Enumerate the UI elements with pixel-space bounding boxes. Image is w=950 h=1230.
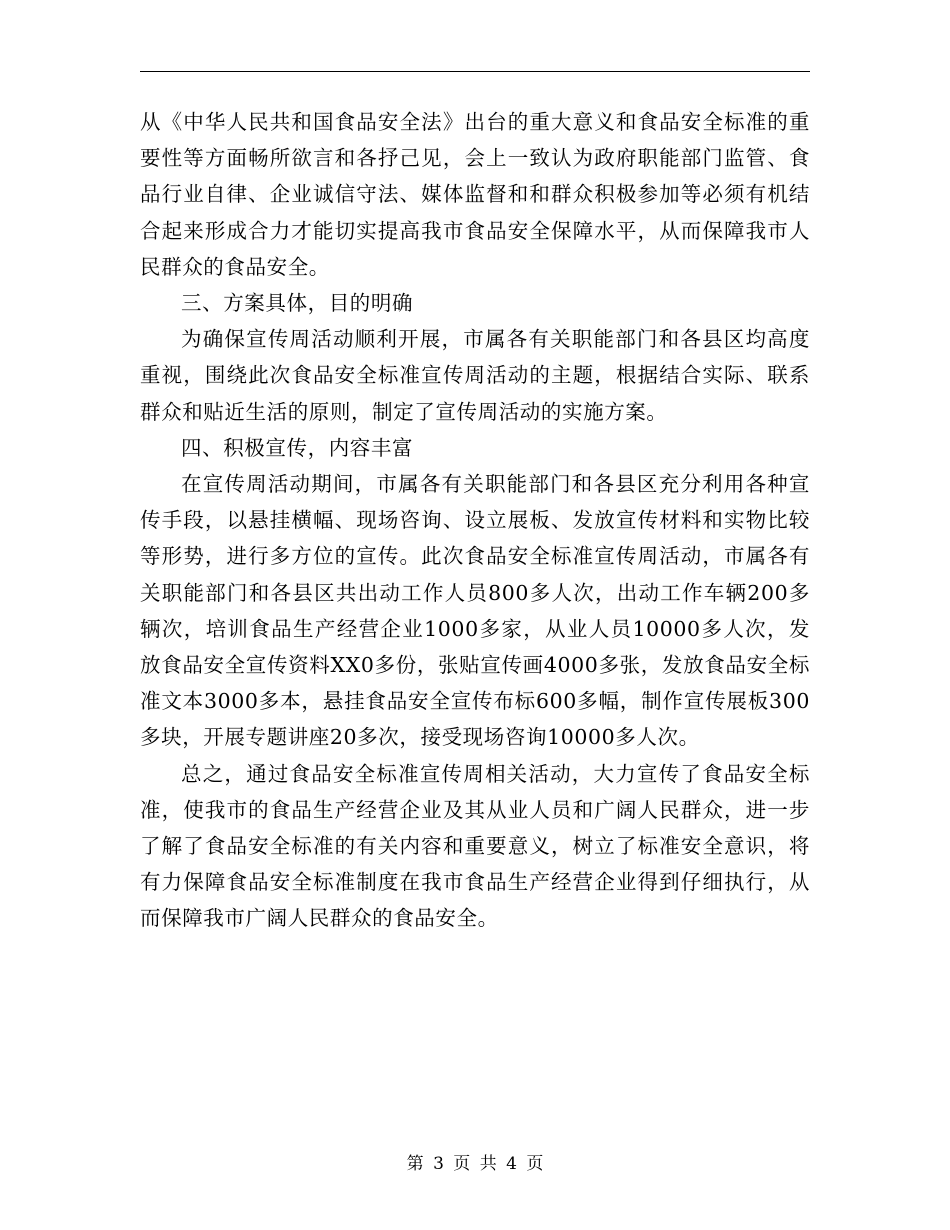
- conclusion-paragraph: 总之，通过食品安全标准宣传周相关活动，大力宣传了食品安全标准，使我市的食品生产经营企业及其从业人员和广阔人民群众，进一步了解了食品安全标准的有关内容和重要意义，树立了标准安全意识，将有力保障食品安全标准制度在我市食品生产经营企业得到仔细执行，从而保障我市广阔人民群众的食品安全。: [140, 761, 810, 931]
- body-paragraph-1: 从《中华人民共和国食品安全法》出台的重大意义和食品安全标准的重要性等方面畅所欲言和各抒己见，会上一致认为政府职能部门监管、食品行业自律、企业诚信守法、媒体监督和和群众积极参加等必须有机结合起来形成合力才能切实提高我市食品安全保障水平，从而保障我市人民群众的食品安全。: [140, 110, 810, 279]
- document-body: [140, 104, 810, 937]
- header-rule: [140, 71, 810, 72]
- body-paragraph-3: 在宣传周活动期间，市属各有关职能部门和各县区充分利用各种宣传手段，以悬挂横幅、现场咨询、设立展板、发放宣传材料和实物比较等形势，进行多方位的宣传。此次食品安全标准宣传周活动，市属各有关职能部门和各县区共出动工作人员800多人次，出动工作车辆200多辆次，培训食品生产经营企业1000多家，从业人员10000多人次，发放食品安全宣传资料XX0多份，张贴宣传画4000多张，发放食品安全标准文本3000多本，悬挂食品安全宣传布标600多幅，制作宣传展板300多块，开展专题讲座20多次，接受现场咨询10000多人次。: [140, 472, 810, 750]
- section-heading-3: 三、方案具体，目的明确: [181, 291, 414, 316]
- page-number: 第 3 页 共 4 页: [406, 1154, 544, 1174]
- body-paragraph-2: 为确保宣传周活动顺利开展，市属各有关职能部门和各县区均高度重视，围绕此次食品安全标准宣传周活动的主题，根据结合实际、联系群众和贴近生活的原则，制定了宣传周活动的实施方案。: [140, 327, 810, 424]
- section-heading-4: 四、积极宣传，内容丰富: [181, 435, 414, 460]
